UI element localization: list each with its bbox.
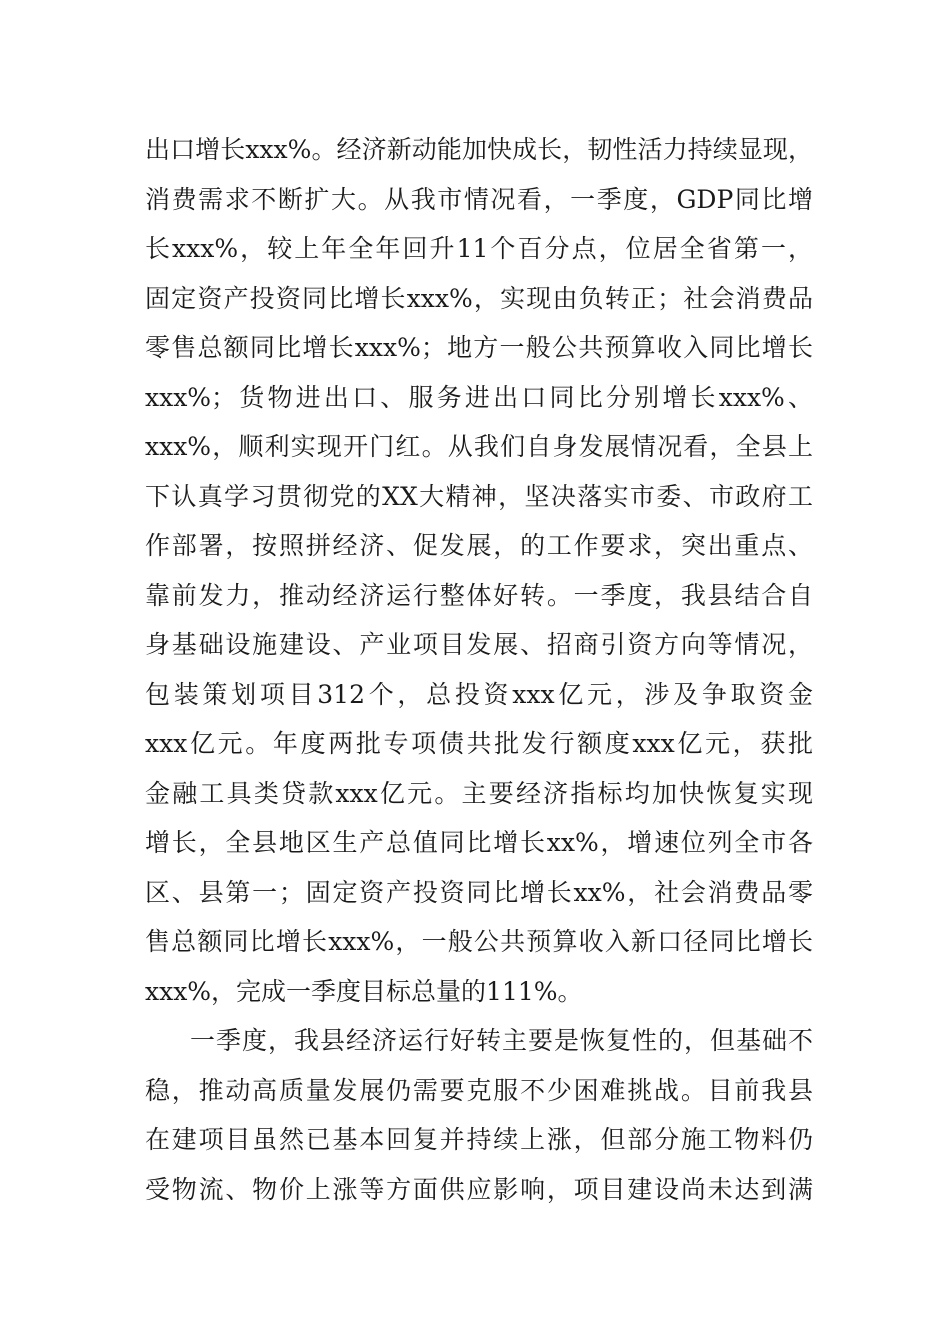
text-line: xxx%，顺利实现开门红。从我们自身发展情况看，全县上 bbox=[145, 432, 813, 461]
text-line: 一季度，我县经济运行好转主要是恢复性的，但基础不 bbox=[190, 1026, 813, 1055]
body-text bbox=[145, 125, 813, 1214]
text-line: 作部署，按照拼经济、促发展，的工作要求，突出重点、 bbox=[145, 531, 813, 560]
text-line: 零售总额同比增长xxx%；地方一般公共预算收入同比增长 bbox=[145, 333, 813, 362]
text-line: 受物流、物价上涨等方面供应影响，项目建设尚未达到满 bbox=[145, 1174, 813, 1204]
text-line: 包装策划项目312个，总投资xxx亿元，涉及争取资金 bbox=[145, 679, 813, 709]
text-line: 区、县第一；固定资产投资同比增长xx%，社会消费品零 bbox=[145, 877, 813, 907]
text-line: xxx%，完成一季度目标总量的111%。 bbox=[145, 976, 583, 1006]
text-line: 身基础设施建设、产业项目发展、招商引资方向等情况， bbox=[145, 630, 813, 659]
text-line: xxx%；货物进出口、服务进出口同比分别增长xxx%、 bbox=[145, 382, 813, 412]
text-line: xxx亿元。年度两批专项债共批发行额度xxx亿元，获批 bbox=[145, 729, 813, 758]
text-line: 出口增长xxx%。经济新动能加快成长，韧性活力持续显现， bbox=[145, 135, 813, 164]
text-line: 在建项目虽然已基本回复并持续上涨，但部分施工物料仍 bbox=[145, 1125, 813, 1154]
text-line: 金融工具类贷款xxx亿元。主要经济指标均加快恢复实现 bbox=[145, 778, 813, 808]
text-line: 靠前发力，推动经济运行整体好转。一季度，我县结合自 bbox=[145, 580, 813, 610]
text-line: 消费需求不断扩大。从我市情况看，一季度，GDP同比增 bbox=[145, 184, 813, 214]
text-line: 固定资产投资同比增长xxx%，实现由负转正；社会消费品 bbox=[145, 283, 813, 313]
paragraph-1 bbox=[145, 125, 813, 1016]
paragraph-2 bbox=[145, 1016, 813, 1214]
text-line: 长xxx%，较上年全年回升11个百分点，位居全省第一， bbox=[145, 234, 813, 263]
text-line: 增长，全县地区生产总值同比增长xx%，增速位列全市各 bbox=[145, 828, 813, 857]
text-line: 下认真学习贯彻党的XX大精神，坚决落实市委、市政府工 bbox=[145, 481, 813, 511]
text-line: 稳，推动高质量发展仍需要克服不少困难挑战。目前我县 bbox=[145, 1075, 813, 1105]
text-line: 售总额同比增长xxx%，一般公共预算收入新口径同比增长 bbox=[145, 927, 813, 956]
